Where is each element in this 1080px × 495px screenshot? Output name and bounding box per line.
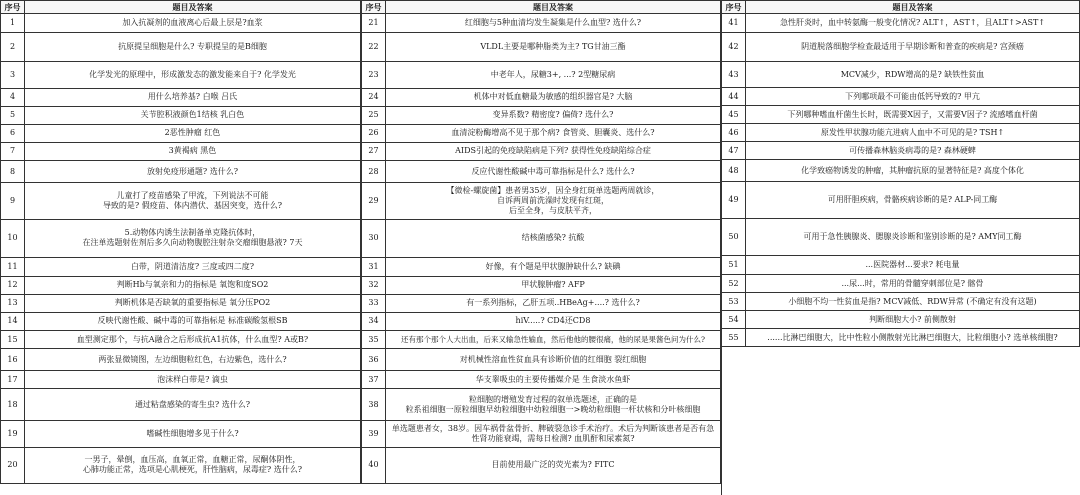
row-question: 泡沫样白带是? 滴虫 xyxy=(25,371,361,389)
row-question: ...尿...时，常用的骨髓穿刺部位是? 髂骨 xyxy=(746,275,1080,293)
table-row xyxy=(362,389,721,421)
table-row xyxy=(362,349,721,371)
row-question: 一男子，晕倒，血压高，血氧正常，血糖正常，尿酮体阴性， 心肺功能正常，选项是心肌梗死，肝性脑病，尿毒症? 选什么? xyxy=(25,447,361,483)
row-question: 华支睾吸虫的主要传播媒介是 生食淡水鱼虾 xyxy=(386,371,721,389)
row-question: ...医院器材...要求? 耗电量 xyxy=(746,256,1080,275)
row-question: 单选题患者女，38岁。因车祸骨盆骨折、脾破裂急诊手术治疗。术后为判断该患者是否有急性肾功能衰竭，需每日检测? 血肌酐和尿素氮? xyxy=(386,421,721,447)
table-row xyxy=(1,257,361,276)
row-num: 52 xyxy=(722,275,746,293)
table-row xyxy=(722,293,1080,311)
row-question: MCV减少，RDW增高的是? 缺铁性贫血 xyxy=(746,62,1080,88)
row-num: 33 xyxy=(362,294,386,312)
row-num: 17 xyxy=(1,371,25,389)
table-row xyxy=(1,330,361,348)
row-num: 20 xyxy=(1,447,25,483)
qa-table-block-3 xyxy=(721,0,1080,495)
row-question: 粒细胞的增殖发育过程的叙单选题述，正确的是 粒系祖细胞一原粒细胞早幼粒细胞中幼粒细胞一>晚幼粒细胞一杆状核和分叶核细胞 xyxy=(386,389,721,421)
row-question: 反应代谢性酸碱中毒可靠指标是什么? 选什么? xyxy=(386,160,721,182)
table-row xyxy=(722,124,1080,142)
row-num: 13 xyxy=(1,294,25,312)
row-question: 判断机体是否缺氧的重要指标是 氧分压PO2 xyxy=(25,294,361,312)
row-num: 36 xyxy=(362,349,386,371)
row-num: 3 xyxy=(1,62,25,88)
row-num: 30 xyxy=(362,220,386,257)
row-num: 44 xyxy=(722,88,746,106)
table-row xyxy=(1,160,361,182)
row-question: 可用肝胆疾病，骨骼疾病诊断的是? ALP-同工酶 xyxy=(746,182,1080,219)
row-num: 6 xyxy=(1,124,25,142)
row-question: 有一系列指标，乙肝五项..HBeAg+....? 选什么? xyxy=(386,294,721,312)
row-question: 阴道脱落细胞学检查最适用于早期诊断和普查的疾病是? 宫颈癌 xyxy=(746,33,1080,62)
row-question: 机体中对低血糖最为敏感的组织器官是? 大脑 xyxy=(386,88,721,106)
row-num: 19 xyxy=(1,421,25,447)
row-num: 51 xyxy=(722,256,746,275)
table-row xyxy=(362,330,721,348)
table-row xyxy=(1,294,361,312)
header-qa: 题目及答案 xyxy=(25,1,361,14)
table-row xyxy=(362,312,721,330)
row-num: 28 xyxy=(362,160,386,182)
row-num: 7 xyxy=(1,142,25,160)
row-question: 化学发光的原理中，形成激发态的激发能来自于? 化学发光 xyxy=(25,62,361,88)
row-question: 抗原提呈细胞是什么? 专职提呈的是B细胞 xyxy=(25,33,361,62)
row-question: 两张显微镜图，左边细胞粒红色，右边紫色，选什么? xyxy=(25,349,361,371)
row-num: 5 xyxy=(1,106,25,124)
table-row xyxy=(362,294,721,312)
row-num: 35 xyxy=(362,330,386,348)
table-row xyxy=(1,62,361,88)
header-qa: 题目及答案 xyxy=(746,1,1080,14)
qa-table-block-1 xyxy=(0,0,361,484)
table-row xyxy=(362,447,721,483)
row-question: 2恶性肿瘤 红色 xyxy=(25,124,361,142)
row-num: 50 xyxy=(722,219,746,256)
row-question: 变异系数? 精密度? 偏倚? 选什么? xyxy=(386,106,721,124)
table-row xyxy=(362,124,721,142)
row-num: 31 xyxy=(362,257,386,276)
row-num: 53 xyxy=(722,293,746,311)
row-question: 加入抗凝剂的血液离心后最上层是?血浆 xyxy=(25,14,361,33)
table-row xyxy=(362,183,721,220)
row-question: 小细胞不均一性贫血是指? MCV减低、RDW异常 (不确定有没有这题) xyxy=(746,293,1080,311)
row-num: 55 xyxy=(722,329,746,347)
header-num: 序号 xyxy=(1,1,25,14)
table-row xyxy=(362,421,721,447)
row-question: 白带，阴道清洁度? 三度或四二度? xyxy=(25,257,361,276)
row-question: 还有那个那个人大出血，后来又输急性输血，然后他他的腰很痛，他的尿是果酱色问为什么? xyxy=(386,330,721,348)
header-qa: 题目及答案 xyxy=(386,1,721,14)
empty-filler-row xyxy=(722,347,1080,495)
table-row xyxy=(362,220,721,257)
table-row xyxy=(362,62,721,88)
table-row xyxy=(362,371,721,389)
table-row xyxy=(722,88,1080,106)
table-row xyxy=(1,371,361,389)
row-num: 1 xyxy=(1,14,25,33)
row-num: 42 xyxy=(722,33,746,62)
row-num: 45 xyxy=(722,106,746,124)
row-num: 39 xyxy=(362,421,386,447)
row-num: 2 xyxy=(1,33,25,62)
table-row xyxy=(362,33,721,62)
table-row xyxy=(1,88,361,106)
table-row xyxy=(722,311,1080,329)
row-num: 22 xyxy=(362,33,386,62)
row-num: 11 xyxy=(1,257,25,276)
row-num: 14 xyxy=(1,312,25,330)
qa-table-block-2 xyxy=(361,0,721,484)
row-num: 48 xyxy=(722,160,746,182)
table-row xyxy=(722,182,1080,219)
row-question: 血清淀粉酶增高不见于那个病? 食管炎、胆囊炎、选什么? xyxy=(386,124,721,142)
table-row xyxy=(1,447,361,483)
row-num: 4 xyxy=(1,88,25,106)
row-question: 下列哪种嗜血杆菌生长时，既需要X因子，又需要V因子? 流感嗜血杆菌 xyxy=(746,106,1080,124)
header-row xyxy=(1,1,361,14)
row-num: 25 xyxy=(362,106,386,124)
table-row xyxy=(722,142,1080,160)
table-row xyxy=(362,276,721,294)
row-question: 可传播森林脑炎病毒的是? 森林硬蜱 xyxy=(746,142,1080,160)
row-question: 判断Hb与氧亲和力的指标是 氧饱和度SO2 xyxy=(25,276,361,294)
table-row xyxy=(362,257,721,276)
table-row xyxy=(722,14,1080,33)
row-num: 23 xyxy=(362,62,386,88)
row-num: 40 xyxy=(362,447,386,483)
table-row xyxy=(362,106,721,124)
row-question: 可用于急性胰腺炎、腮腺炎诊断和鉴别诊断的是? AMY同工酶 xyxy=(746,219,1080,256)
table-row xyxy=(722,256,1080,275)
table-row xyxy=(1,183,361,220)
table-row xyxy=(1,14,361,33)
row-num: 16 xyxy=(1,349,25,371)
row-num: 38 xyxy=(362,389,386,421)
row-question: ......比淋巴细胞大，比中性粒小侧散射光比淋巴细胞大，比粒细胞小? 选单核细胞? xyxy=(746,329,1080,347)
table-row xyxy=(362,160,721,182)
table-row xyxy=(1,220,361,257)
row-question: 化学致癌物诱发的肿瘤，其肿瘤抗原的显著特征是? 高度个体化 xyxy=(746,160,1080,182)
table-row xyxy=(1,33,361,62)
empty-area xyxy=(722,347,1080,495)
row-question: hiV.....? CD4还CD8 xyxy=(386,312,721,330)
table-row xyxy=(722,62,1080,88)
row-question: 急性肝炎时，血中转氨酶一般变化情况? ALT↑，AST↑，且ALT↑>AST↑ xyxy=(746,14,1080,33)
row-num: 54 xyxy=(722,311,746,329)
header-row xyxy=(362,1,721,14)
header-row xyxy=(722,1,1080,14)
table-row xyxy=(1,421,361,447)
row-question: 关节腔积液颜色1结核 乳白色 xyxy=(25,106,361,124)
row-num: 26 xyxy=(362,124,386,142)
row-question: 判断细胞大小? 前侧散射 xyxy=(746,311,1080,329)
row-num: 41 xyxy=(722,14,746,33)
row-num: 32 xyxy=(362,276,386,294)
row-question: 反映代谢性酸、碱中毒的可靠指标是 标准碳酸氢根SB xyxy=(25,312,361,330)
row-question: 原发性甲状腺功能亢进病人血中不可见的是? TSH↑ xyxy=(746,124,1080,142)
row-num: 10 xyxy=(1,220,25,257)
table-row xyxy=(362,14,721,33)
row-question: 用什么培养基? 白喉 吕氏 xyxy=(25,88,361,106)
table-row xyxy=(1,349,361,371)
table-row xyxy=(1,276,361,294)
row-num: 46 xyxy=(722,124,746,142)
table-row xyxy=(362,88,721,106)
row-num: 9 xyxy=(1,183,25,220)
table-row xyxy=(722,329,1080,347)
row-question: 3黄褐病 黑色 xyxy=(25,142,361,160)
row-question: 结核菌感染? 抗酸 xyxy=(386,220,721,257)
row-num: 47 xyxy=(722,142,746,160)
row-num: 15 xyxy=(1,330,25,348)
table-row xyxy=(1,124,361,142)
table-row xyxy=(1,312,361,330)
row-question: 5.动物体内诱生法制备单克隆抗体时， 在注单选题射佐剂后多久向动物腹腔注射杂交瘤细胞悬液? 7天 xyxy=(25,220,361,257)
table-row xyxy=(722,33,1080,62)
table-row xyxy=(1,106,361,124)
header-num: 序号 xyxy=(362,1,386,14)
row-question: 儿童打了疫苗感染了甲流，下列说法不可能 导致的是? 假疫苗、体内潜伏、基因突变，选什么? xyxy=(25,183,361,220)
table-row xyxy=(362,142,721,160)
row-num: 24 xyxy=(362,88,386,106)
row-question: 红细胞与5种血清均发生凝集是什么血型? 选什么? xyxy=(386,14,721,33)
row-num: 49 xyxy=(722,182,746,219)
row-question: 对机械性溶血性贫血具有诊断价值的红细胞 裂红细胞 xyxy=(386,349,721,371)
row-question: VLDL主要是哪种脂类为主? TG甘油三酯 xyxy=(386,33,721,62)
row-question: AIDS引起的免疫缺陷病是下列? 获得性免疫缺陷综合症 xyxy=(386,142,721,160)
row-num: 29 xyxy=(362,183,386,220)
table-row xyxy=(722,219,1080,256)
row-num: 8 xyxy=(1,160,25,182)
row-num: 27 xyxy=(362,142,386,160)
row-question: 通过粘盘感染的寄生虫? 选什么? xyxy=(25,389,361,421)
header-num: 序号 xyxy=(722,1,746,14)
row-question: 放射免疫形通题? 选什么? xyxy=(25,160,361,182)
row-question: 甲状腺肿瘤? AFP xyxy=(386,276,721,294)
row-question: 嗜碱性细胞增多见于什么? xyxy=(25,421,361,447)
table-row xyxy=(1,389,361,421)
row-num: 21 xyxy=(362,14,386,33)
row-question: 【微检-螺旋菌】患者男35岁，因全身红斑单选题两周就诊， 自诉两周前洗澡时发现有红斑， 后至全身，与皮肤平齐， xyxy=(386,183,721,220)
row-num: 43 xyxy=(722,62,746,88)
table-row xyxy=(722,106,1080,124)
row-num: 18 xyxy=(1,389,25,421)
row-num: 37 xyxy=(362,371,386,389)
row-question: 中老年人，尿糖3+, ...? 2型糖尿病 xyxy=(386,62,721,88)
row-question: 好像，有个题是甲状腺肿缺什么? 缺碘 xyxy=(386,257,721,276)
table-row xyxy=(1,142,361,160)
table-row xyxy=(722,275,1080,293)
row-question: 下列哪项最不可能由低钙导致的? 甲亢 xyxy=(746,88,1080,106)
row-num: 34 xyxy=(362,312,386,330)
table-row xyxy=(722,160,1080,182)
row-question: 目前使用最广泛的荧光素为? FITC xyxy=(386,447,721,483)
row-question: 血型测定那个，与抗A融合之后形成抗A1抗体，什么血型? A或B? xyxy=(25,330,361,348)
row-num: 12 xyxy=(1,276,25,294)
